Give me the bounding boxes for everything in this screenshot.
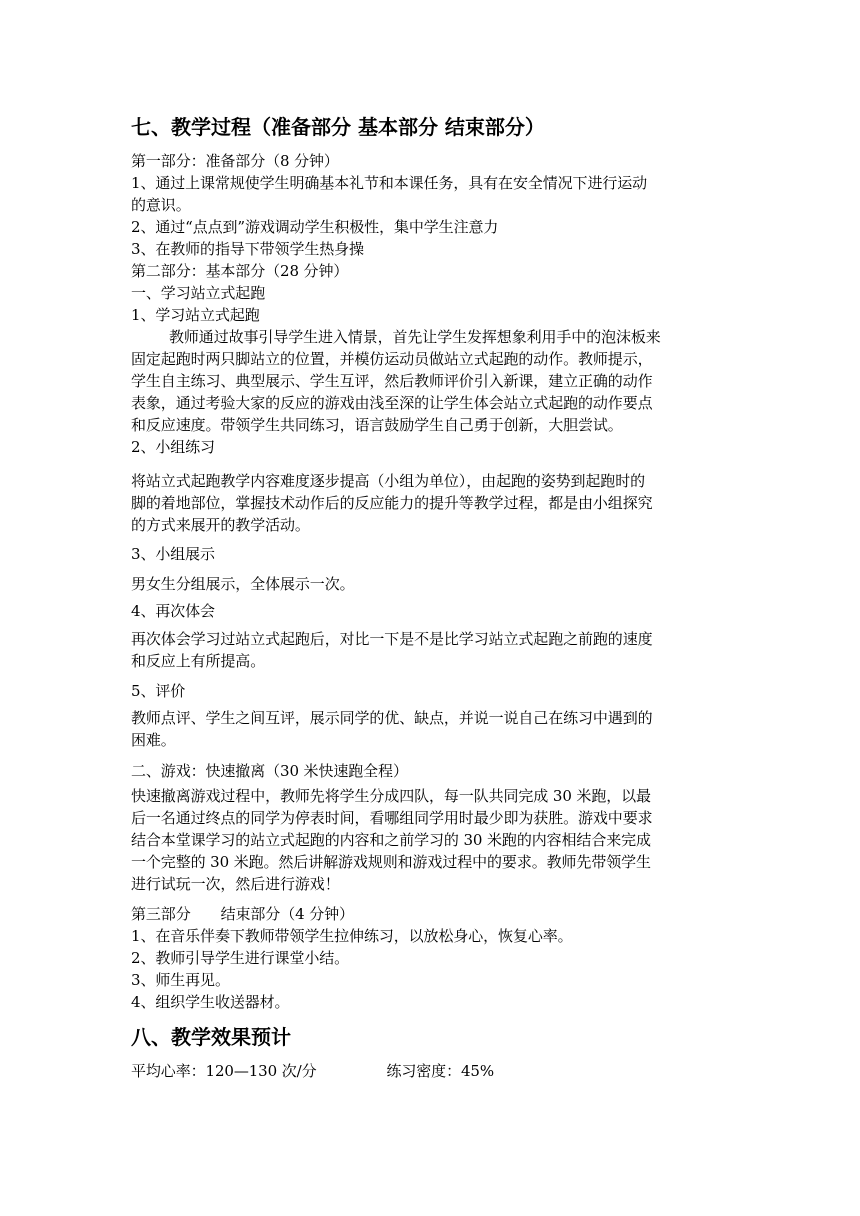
item2-paragraph-line: 的方式来展开的教学活动。 (131, 516, 310, 534)
sub2-paragraph-line: 结合本堂课学习的站立式起跑的内容和之前学习的 30 米跑的内容相结合来完成 (131, 831, 651, 849)
sub2-block (131, 785, 731, 895)
part1-item: 3、在教师的指导下带领学生热身操 (131, 240, 364, 258)
section7-heading: 七、教学过程（准备部分 基本部分 结束部分） (131, 115, 545, 139)
sub2-paragraph-line: 一个完整的 30 米跑。然后讲解游戏规则和游戏过程中的要求。教师先带领学生 (131, 853, 651, 871)
item2-paragraph-line: 脚的着地部位，掌握技术动作后的反应能力的提升等教学过程，都是由小组探究 (131, 494, 653, 512)
sub1-paragraph-line: 固定起跑时两只脚站立的位置，并模仿运动员做站立式起跑的动作。教师提示， (131, 350, 653, 368)
part3-title (131, 903, 731, 925)
sub2-paragraph-line: 快速撤离游戏过程中，教师先将学生分成四队，每一队共同完成 30 米跑，以最 (131, 787, 651, 805)
part3-item: 2、教师引导学生进行课堂小结。 (131, 949, 350, 967)
item4-paragraph-line: 和反应上有所提高。 (131, 652, 266, 670)
item5-paragraph-line: 困难。 (131, 731, 176, 749)
part1-item: 1、通过上课常规使学生明确基本礼节和本课任务，具有在安全情况下进行运动 (131, 174, 648, 192)
sub2-title: 二、游戏：快速撤离（30 米快速跑全程） (131, 762, 408, 780)
part3-title-label: 第三部分 (131, 905, 191, 923)
part3-block (131, 903, 731, 1013)
part3-title-text: 结束部分（4 分钟） (220, 905, 354, 923)
effect-values (131, 1060, 731, 1082)
sub2-paragraph-line: 后一名通过终点的同学为停表时间，看哪组同学用时最少即为获胜。游戏中要求 (131, 809, 653, 827)
item2-paragraph-line: 将站立式起跑教学内容难度逐步提高（小组为单位），由起跑的姿势到起跑时的 (131, 472, 646, 490)
sub1-paragraph-line: 学生自主练习、典型展示、学生互评，然后教师评价引入新课，建立正确的动作 (131, 372, 653, 390)
item2-title: 2、小组练习 (131, 438, 215, 456)
practice-density: 练习密度：45% (386, 1062, 495, 1080)
sub1-paragraph-line: 和反应速度。带领学生共同练习，语言鼓励学生自己勇于创新，大胆尝试。 (131, 416, 623, 434)
section8-heading: 八、教学效果预计 (131, 1025, 291, 1049)
item5-block (131, 707, 731, 751)
part3-item: 1、在音乐伴奏下教师带领学生拉伸练习，以放松身心，恢复心率。 (131, 927, 573, 945)
part2-title: 第二部分：基本部分（28 分钟） (131, 262, 349, 280)
part1-item: 2、通过“点点到”游戏调动学生积极性，集中学生注意力 (131, 218, 499, 236)
sub2-paragraph-line: 进行试玩一次，然后进行游戏！ (131, 875, 340, 893)
effect-line (131, 1060, 731, 1082)
sub1-paragraph-line: 教师通过故事引导学生进入情景，首先让学生发挥想象利用手中的泡沫板来 (169, 328, 661, 346)
part1-title: 第一部分：准备部分（8 分钟） (131, 152, 339, 170)
heart-rate: 平均心率：120—130 次/分 (131, 1062, 317, 1080)
item3-paragraph: 男女生分组展示，全体展示一次。 (131, 575, 355, 593)
item4-block (131, 628, 731, 672)
part1-block (131, 150, 731, 458)
part2-sub1-title: 一、学习站立式起跑 (131, 284, 266, 302)
item5-title: 5、评价 (131, 682, 186, 700)
part3-item: 4、组织学生收送器材。 (131, 993, 290, 1011)
sub1-paragraph-line: 表象，通过考验大家的反应的游戏由浅至深的让学生体会站立式起跑的动作要点 (131, 394, 653, 412)
item3-title: 3、小组展示 (131, 545, 215, 563)
item4-title: 4、再次体会 (131, 602, 215, 620)
part2-sub1-item1: 1、学习站立式起跑 (131, 306, 260, 324)
part3-item: 3、师生再见。 (131, 971, 230, 989)
item4-paragraph-line: 再次体会学习过站立式起跑后，对比一下是不是比学习站立式起跑之前跑的速度 (131, 630, 653, 648)
item5-paragraph-line: 教师点评、学生之间互评，展示同学的优、缺点，并说一说自己在练习中遇到的 (131, 709, 653, 727)
part1-item: 的意识。 (131, 196, 191, 214)
item2-block (131, 470, 731, 536)
